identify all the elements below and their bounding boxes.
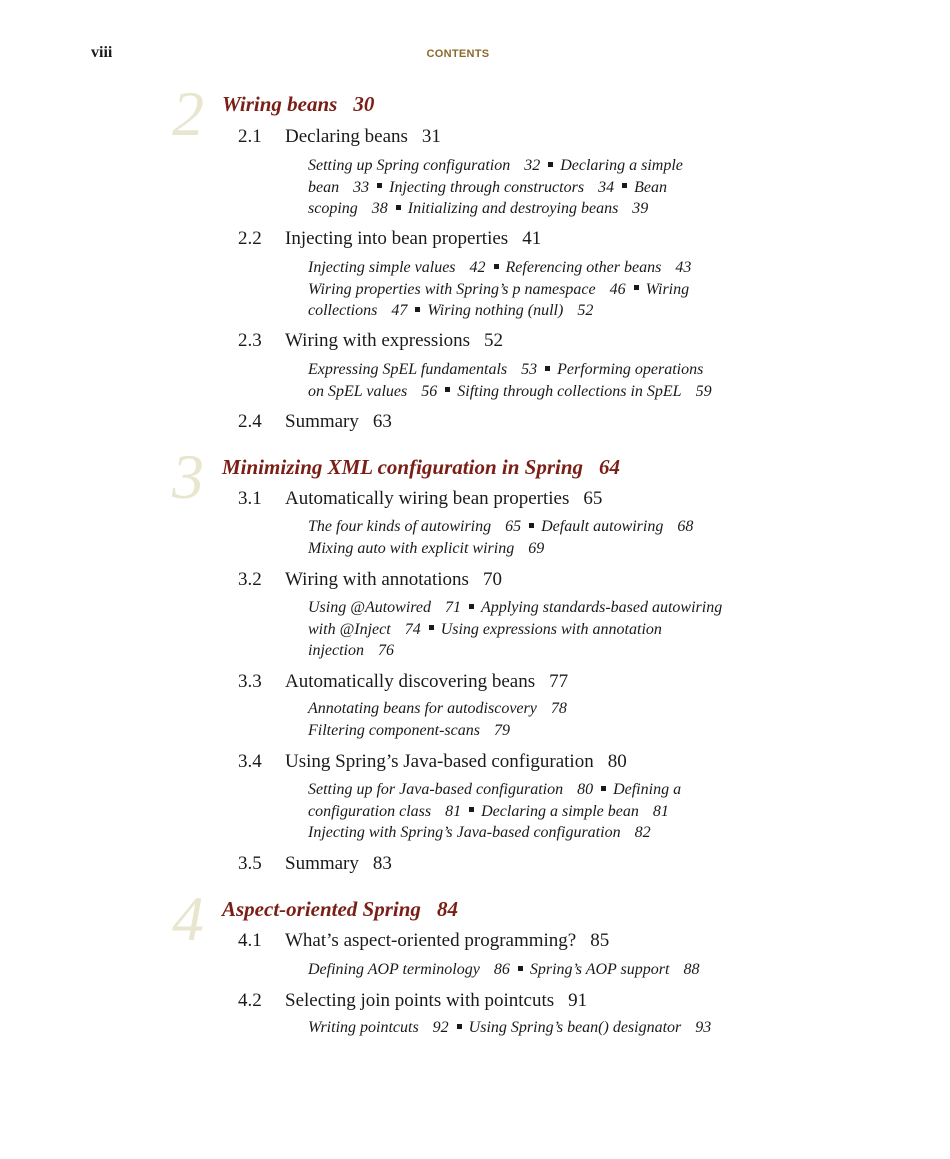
subsection-line bbox=[308, 597, 722, 619]
bullet-separator bbox=[548, 162, 553, 167]
subsection-title[interactable]: with @Inject bbox=[308, 620, 391, 638]
subsection-page-number: 59 bbox=[695, 382, 712, 400]
subsection-title[interactable]: The four kinds of autowiring bbox=[308, 518, 492, 535]
section-number: 2.3 bbox=[238, 330, 262, 351]
section-title: Declaring beans bbox=[285, 126, 408, 147]
subsection-page-number: 82 bbox=[634, 824, 651, 841]
subsection-title[interactable]: bean bbox=[308, 178, 340, 196]
subsection-line bbox=[308, 801, 681, 823]
section-number: 3.5 bbox=[238, 853, 262, 874]
subsection-line bbox=[308, 698, 573, 720]
bullet-separator bbox=[518, 966, 523, 971]
subsection-title[interactable]: Sifting through collections in SpEL bbox=[457, 382, 682, 400]
section-3-3[interactable] bbox=[238, 671, 568, 693]
subsection-title[interactable]: Defining AOP terminology bbox=[308, 961, 480, 978]
subsection-line bbox=[308, 538, 699, 560]
section-page-number: 85 bbox=[590, 930, 610, 951]
subsection-title[interactable]: Setting up Spring configuration bbox=[308, 157, 511, 174]
bullet-separator bbox=[622, 183, 627, 188]
subsection-title[interactable]: Writing pointcuts bbox=[308, 1019, 419, 1036]
section-title: Summary bbox=[285, 411, 359, 432]
subsection-page-number: 92 bbox=[432, 1019, 449, 1036]
section-page-number: 65 bbox=[583, 488, 603, 509]
bullet-separator bbox=[469, 807, 474, 812]
subsection-line bbox=[308, 198, 683, 220]
subsection-list bbox=[308, 1017, 717, 1039]
subsection-list bbox=[308, 597, 722, 662]
subsection-title[interactable]: Using expressions with annotation bbox=[440, 620, 662, 638]
subsection-title[interactable]: Injecting through constructors bbox=[389, 178, 585, 196]
subsection-list bbox=[308, 516, 699, 559]
subsection-title[interactable]: Referencing other beans bbox=[505, 259, 662, 276]
section-title: Injecting into bean properties bbox=[285, 228, 509, 249]
subsection-title[interactable]: Default autowiring bbox=[541, 518, 664, 535]
subsection-page-number: 34 bbox=[598, 178, 615, 196]
section-2-1[interactable] bbox=[238, 126, 441, 148]
subsection-page-number: 46 bbox=[609, 280, 626, 298]
bullet-separator bbox=[601, 786, 606, 791]
section-title: Automatically discovering beans bbox=[285, 671, 536, 692]
subsection-page-number: 38 bbox=[371, 200, 388, 217]
section-2-3[interactable] bbox=[238, 330, 503, 352]
subsection-line bbox=[308, 300, 697, 322]
subsection-page-number: 47 bbox=[391, 302, 408, 319]
subsection-title[interactable]: configuration class bbox=[308, 802, 432, 820]
section-number: 3.2 bbox=[238, 569, 262, 590]
subsection-line bbox=[308, 257, 697, 279]
subsection-page-number: 53 bbox=[521, 361, 538, 378]
section-page-number: 91 bbox=[568, 990, 588, 1011]
subsection-title[interactable]: injection bbox=[308, 642, 364, 659]
subsection-page-number: 74 bbox=[404, 620, 421, 638]
chapter-title[interactable] bbox=[222, 455, 620, 480]
chapter-number: 3 bbox=[172, 441, 204, 512]
section-3-1[interactable] bbox=[238, 488, 602, 510]
subsection-title[interactable]: Using Spring’s bean() designator bbox=[468, 1019, 682, 1036]
subsection-page-number: 86 bbox=[493, 961, 510, 978]
chapter-title[interactable] bbox=[222, 92, 374, 117]
bullet-separator bbox=[377, 183, 382, 188]
subsection-page-number: 33 bbox=[353, 178, 370, 196]
subsection-title[interactable]: Annotating beans for autodiscovery bbox=[308, 700, 537, 717]
subsection-page-number: 78 bbox=[550, 700, 567, 717]
subsection-line bbox=[308, 959, 705, 981]
subsection-title[interactable]: Wiring bbox=[645, 280, 690, 298]
subsection-title[interactable]: Setting up for Java-based configuration bbox=[308, 781, 564, 798]
subsection-title[interactable]: Wiring properties with Spring’s p namespace bbox=[308, 280, 596, 298]
bullet-separator bbox=[469, 604, 474, 609]
subsection-title[interactable]: Bean bbox=[634, 178, 667, 196]
section-3-4[interactable] bbox=[238, 751, 627, 773]
section-page-number: 77 bbox=[549, 671, 569, 692]
subsection-list bbox=[308, 779, 681, 844]
section-page-number: 63 bbox=[372, 411, 392, 432]
subsection-list bbox=[308, 959, 705, 981]
section-page-number: 80 bbox=[607, 751, 627, 772]
bullet-separator bbox=[529, 523, 534, 528]
section-number: 3.4 bbox=[238, 751, 262, 772]
subsection-title[interactable]: Injecting simple values bbox=[308, 259, 456, 276]
subsection-list bbox=[308, 359, 718, 402]
section-4-1[interactable] bbox=[238, 930, 609, 952]
section-title: Automatically wiring bean properties bbox=[285, 488, 570, 509]
subsection-line bbox=[308, 279, 697, 301]
subsection-page-number: 39 bbox=[632, 200, 649, 217]
section-number: 3.3 bbox=[238, 671, 262, 692]
chapter-title-text: Minimizing XML configuration in Spring bbox=[222, 455, 584, 479]
section-2-4[interactable] bbox=[238, 411, 392, 433]
subsection-line bbox=[308, 177, 683, 199]
bullet-separator bbox=[457, 1024, 462, 1029]
subsection-title[interactable]: Performing operations bbox=[557, 361, 704, 378]
subsection-list bbox=[308, 257, 697, 322]
subsection-title[interactable]: Spring’s AOP support bbox=[529, 961, 670, 978]
subsection-page-number: 43 bbox=[675, 259, 692, 276]
section-number: 4.2 bbox=[238, 990, 262, 1011]
subsection-page-number: 88 bbox=[683, 961, 700, 978]
subsection-page-number: 65 bbox=[505, 518, 522, 535]
subsection-list bbox=[308, 698, 573, 741]
subsection-line bbox=[308, 640, 722, 662]
subsection-page-number: 80 bbox=[577, 781, 594, 798]
bullet-separator bbox=[429, 625, 434, 630]
section-title: Summary bbox=[285, 853, 359, 874]
subsection-line bbox=[308, 720, 573, 742]
section-3-2[interactable] bbox=[238, 569, 502, 591]
bullet-separator bbox=[494, 264, 499, 269]
subsection-title[interactable]: Expressing SpEL fundamentals bbox=[308, 361, 508, 378]
subsection-list bbox=[308, 155, 683, 220]
bullet-separator bbox=[396, 205, 401, 210]
subsection-title[interactable]: Applying standards-based autowiring bbox=[481, 599, 723, 616]
section-number: 4.1 bbox=[238, 930, 262, 951]
chapter-number: 2 bbox=[172, 78, 204, 149]
subsection-title[interactable]: Using @Autowired bbox=[308, 599, 432, 616]
subsection-line bbox=[308, 619, 722, 641]
subsection-page-number: 79 bbox=[493, 721, 510, 739]
bullet-separator bbox=[545, 366, 550, 371]
subsection-line bbox=[308, 359, 718, 381]
subsection-title[interactable]: Initializing and destroying beans bbox=[407, 200, 619, 217]
section-title: Wiring with annotations bbox=[285, 569, 469, 590]
bullet-separator bbox=[415, 307, 420, 312]
subsection-page-number: 93 bbox=[695, 1019, 712, 1036]
subsection-title[interactable]: Injecting with Spring’s Java-based configuration bbox=[308, 824, 621, 841]
subsection-line bbox=[308, 516, 699, 538]
subsection-page-number: 76 bbox=[377, 642, 394, 659]
subsection-title[interactable]: Mixing auto with explicit wiring bbox=[308, 539, 515, 557]
chapter-title[interactable] bbox=[222, 897, 458, 922]
subsection-page-number: 56 bbox=[421, 382, 438, 400]
subsection-page-number: 42 bbox=[469, 259, 486, 276]
section-4-2[interactable] bbox=[238, 990, 587, 1012]
subsection-page-number: 52 bbox=[577, 302, 594, 319]
running-title: CONTENTS bbox=[426, 48, 490, 60]
subsection-title[interactable]: collections bbox=[308, 302, 378, 319]
chapter-number: 4 bbox=[172, 883, 204, 954]
bullet-separator bbox=[634, 285, 639, 290]
section-page-number: 31 bbox=[421, 126, 441, 147]
subsection-line bbox=[308, 155, 683, 177]
section-number: 2.2 bbox=[238, 228, 262, 249]
section-page-number: 52 bbox=[484, 330, 503, 351]
section-title: Selecting join points with pointcuts bbox=[285, 990, 555, 1011]
section-3-5[interactable] bbox=[238, 853, 392, 875]
section-number: 2.1 bbox=[238, 126, 262, 147]
subsection-page-number: 69 bbox=[528, 539, 545, 557]
section-page-number: 83 bbox=[372, 853, 392, 874]
subsection-title[interactable]: on SpEL values bbox=[308, 382, 408, 400]
chapter-page-number: 30 bbox=[353, 92, 375, 116]
section-page-number: 70 bbox=[482, 569, 502, 590]
subsection-title[interactable]: Declaring a simple bbox=[560, 157, 683, 174]
subsection-page-number: 68 bbox=[677, 518, 694, 535]
section-2-2[interactable] bbox=[238, 228, 541, 250]
section-page-number: 41 bbox=[522, 228, 542, 249]
subsection-title[interactable]: scoping bbox=[308, 200, 358, 217]
subsection-title[interactable]: Declaring a simple bean bbox=[481, 802, 639, 820]
subsection-line bbox=[308, 1017, 717, 1039]
section-title: What’s aspect-oriented programming? bbox=[285, 930, 577, 951]
subsection-page-number: 81 bbox=[445, 802, 462, 820]
subsection-page-number: 71 bbox=[445, 599, 462, 616]
section-title: Using Spring’s Java-based configuration bbox=[285, 751, 594, 772]
page-number: viii bbox=[91, 44, 113, 61]
subsection-line bbox=[308, 779, 681, 801]
section-number: 3.1 bbox=[238, 488, 262, 509]
section-number: 2.4 bbox=[238, 411, 262, 432]
chapter-title-text: Aspect-oriented Spring bbox=[222, 897, 421, 921]
subsection-page-number: 81 bbox=[652, 802, 669, 820]
bullet-separator bbox=[445, 387, 450, 392]
subsection-title[interactable]: Defining a bbox=[613, 781, 682, 798]
subsection-line bbox=[308, 822, 681, 844]
subsection-page-number: 32 bbox=[524, 157, 541, 174]
chapter-title-text: Wiring beans bbox=[222, 92, 338, 116]
section-title: Wiring with expressions bbox=[285, 330, 470, 351]
subsection-title[interactable]: Wiring nothing (null) bbox=[427, 302, 564, 319]
subsection-title[interactable]: Filtering component-scans bbox=[308, 721, 480, 739]
chapter-page-number: 84 bbox=[436, 897, 458, 921]
subsection-line bbox=[308, 381, 718, 403]
chapter-page-number: 64 bbox=[599, 455, 621, 479]
